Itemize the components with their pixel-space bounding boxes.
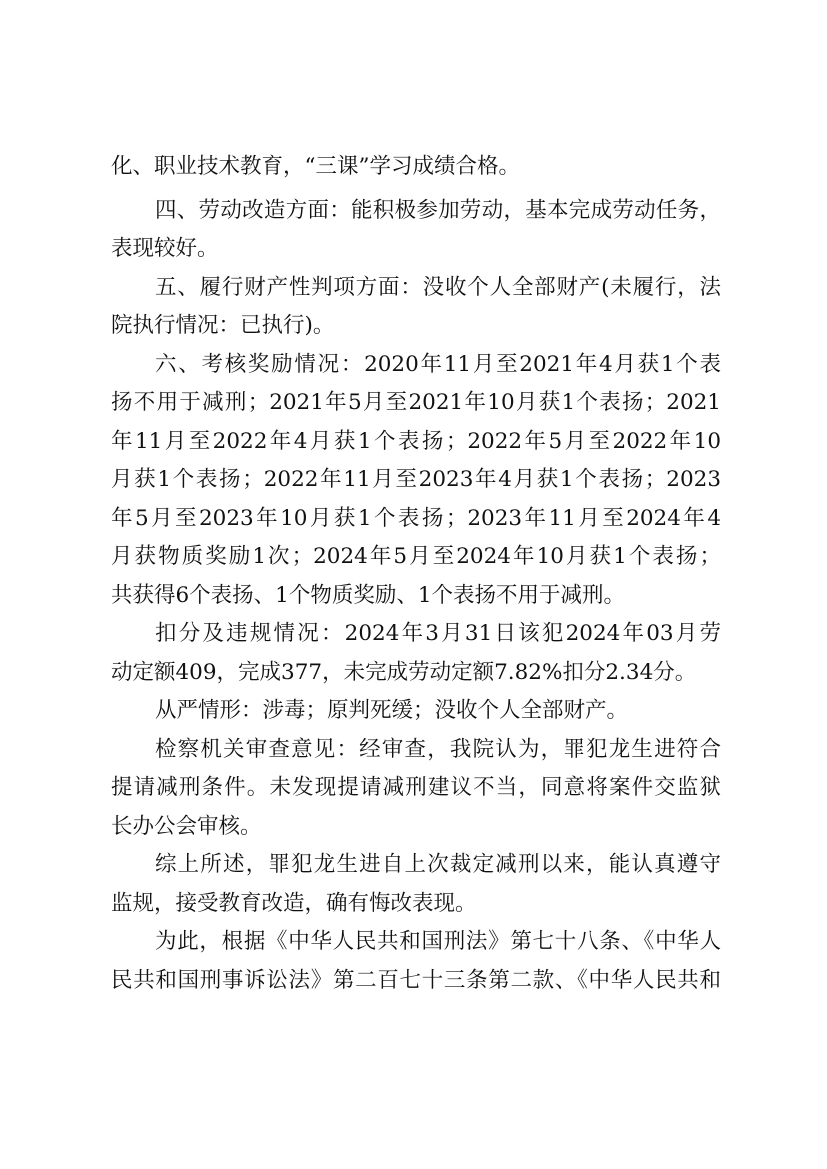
text-line: 表现较好。 bbox=[111, 236, 219, 261]
text-line: 院执行情况：已执行)。 bbox=[111, 313, 335, 338]
text-line: 六、考核奖励情况：2020年11月至2021年4月获1个表 bbox=[155, 352, 721, 377]
text-line: 年5月至2023年10月获1个表扬；2023年11月至2024年4 bbox=[111, 506, 721, 531]
text-line: 为此，根据《中华人民共和国刑法》第七十八条、《中华人 bbox=[155, 929, 721, 954]
text-line: 长办公会审核。 bbox=[111, 814, 262, 839]
text-line: 月获1个表扬；2022年11月至2023年4月获1个表扬；2023 bbox=[111, 467, 721, 492]
text-line: 从严情形：涉毒；原判死缓；没收个人全部财产。 bbox=[155, 698, 629, 723]
text-line: 五、履行财产性判项方面：没收个人全部财产(未履行，法 bbox=[155, 275, 721, 300]
text-line: 月获物质奖励1次；2024年5月至2024年10月获1个表扬； bbox=[111, 544, 721, 569]
text-line: 监规，接受教育改造，确有悔改表现。 bbox=[111, 891, 477, 916]
text-line: 综上所述，罪犯龙生进自上次裁定减刑以来，能认真遵守 bbox=[155, 852, 721, 877]
text-line: 年11月至2022年4月获1个表扬；2022年5月至2022年10 bbox=[111, 429, 721, 454]
text-line: 扬不用于减刑；2021年5月至2021年10月获1个表扬；2021 bbox=[111, 390, 721, 415]
text-line: 检察机关审查意见：经审查，我院认为，罪犯龙生进符合 bbox=[155, 737, 721, 762]
text-line: 民共和国刑事诉讼法》第二百七十三条第二款、《中华人民共和 bbox=[111, 968, 721, 993]
text-line: 四、劳动改造方面：能积极参加劳动，基本完成劳动任务， bbox=[155, 198, 721, 223]
text-line: 动定额409，完成377，未完成劳动定额7.82%扣分2.34分。 bbox=[111, 660, 697, 685]
text-line: 共获得6个表扬、1个物质奖励、1个表扬不用于减刑。 bbox=[111, 583, 626, 608]
text-line: 化、职业技术教育，“三课”学习成绩合格。 bbox=[111, 154, 520, 179]
text-line: 扣分及违规情况：2024年3月31日该犯2024年03月劳 bbox=[155, 621, 721, 646]
text-line: 提请减刑条件。未发现提请减刑建议不当，同意将案件交监狱 bbox=[111, 775, 721, 800]
